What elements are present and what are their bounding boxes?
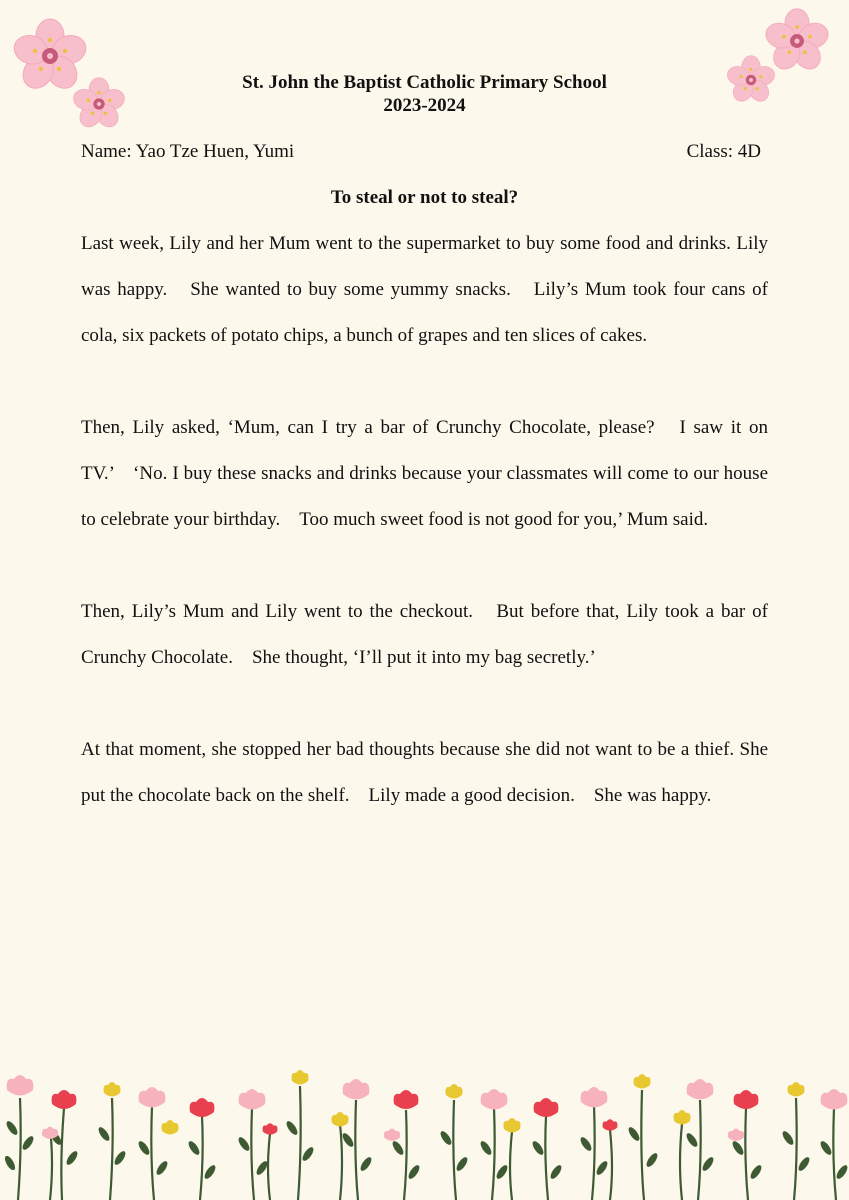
student-name: Name: Yao Tze Huen, Yumi [81, 141, 295, 162]
flower-border-icon [0, 1068, 849, 1200]
story-paragraph: Then, Lily’s Mum and Lily went to the checkout. But before that, Lily took a bar of Crunchy Chocolate. She thought, ‘I’ll put it into my bag secretly.’ [81, 601, 768, 668]
story-paragraph: Last week, Lily and her Mum went to the supermarket to buy some food and drinks. Lily was happy. She wanted to buy some yummy snacks. Lily’s Mum took four cans of cola, six packets of potato chips, a bunch of grapes and ten slices of cakes. [81, 233, 768, 346]
student-class: Class: 4D [686, 141, 761, 162]
story-paragraph: Then, Lily asked, ‘Mum, can I try a bar of Crunchy Chocolate, please? I saw it on TV.’ ‘No. I buy these snacks and drinks because your classmates will come to our house to celebrate your birthday. Too much sweet food is not good for you,’ Mum said. [81, 417, 768, 530]
story-body [81, 221, 768, 819]
school-year: 2023-2024 [383, 95, 466, 116]
story-title: To steal or not to steal? [330, 187, 519, 208]
school-name: St. John the Baptist Catholic Primary School [242, 72, 607, 93]
story-paragraph: At that moment, she stopped her bad thoughts because she did not want to be a thief. She put the chocolate back on the shelf. Lily made a good decision. She was happy. [81, 739, 768, 806]
